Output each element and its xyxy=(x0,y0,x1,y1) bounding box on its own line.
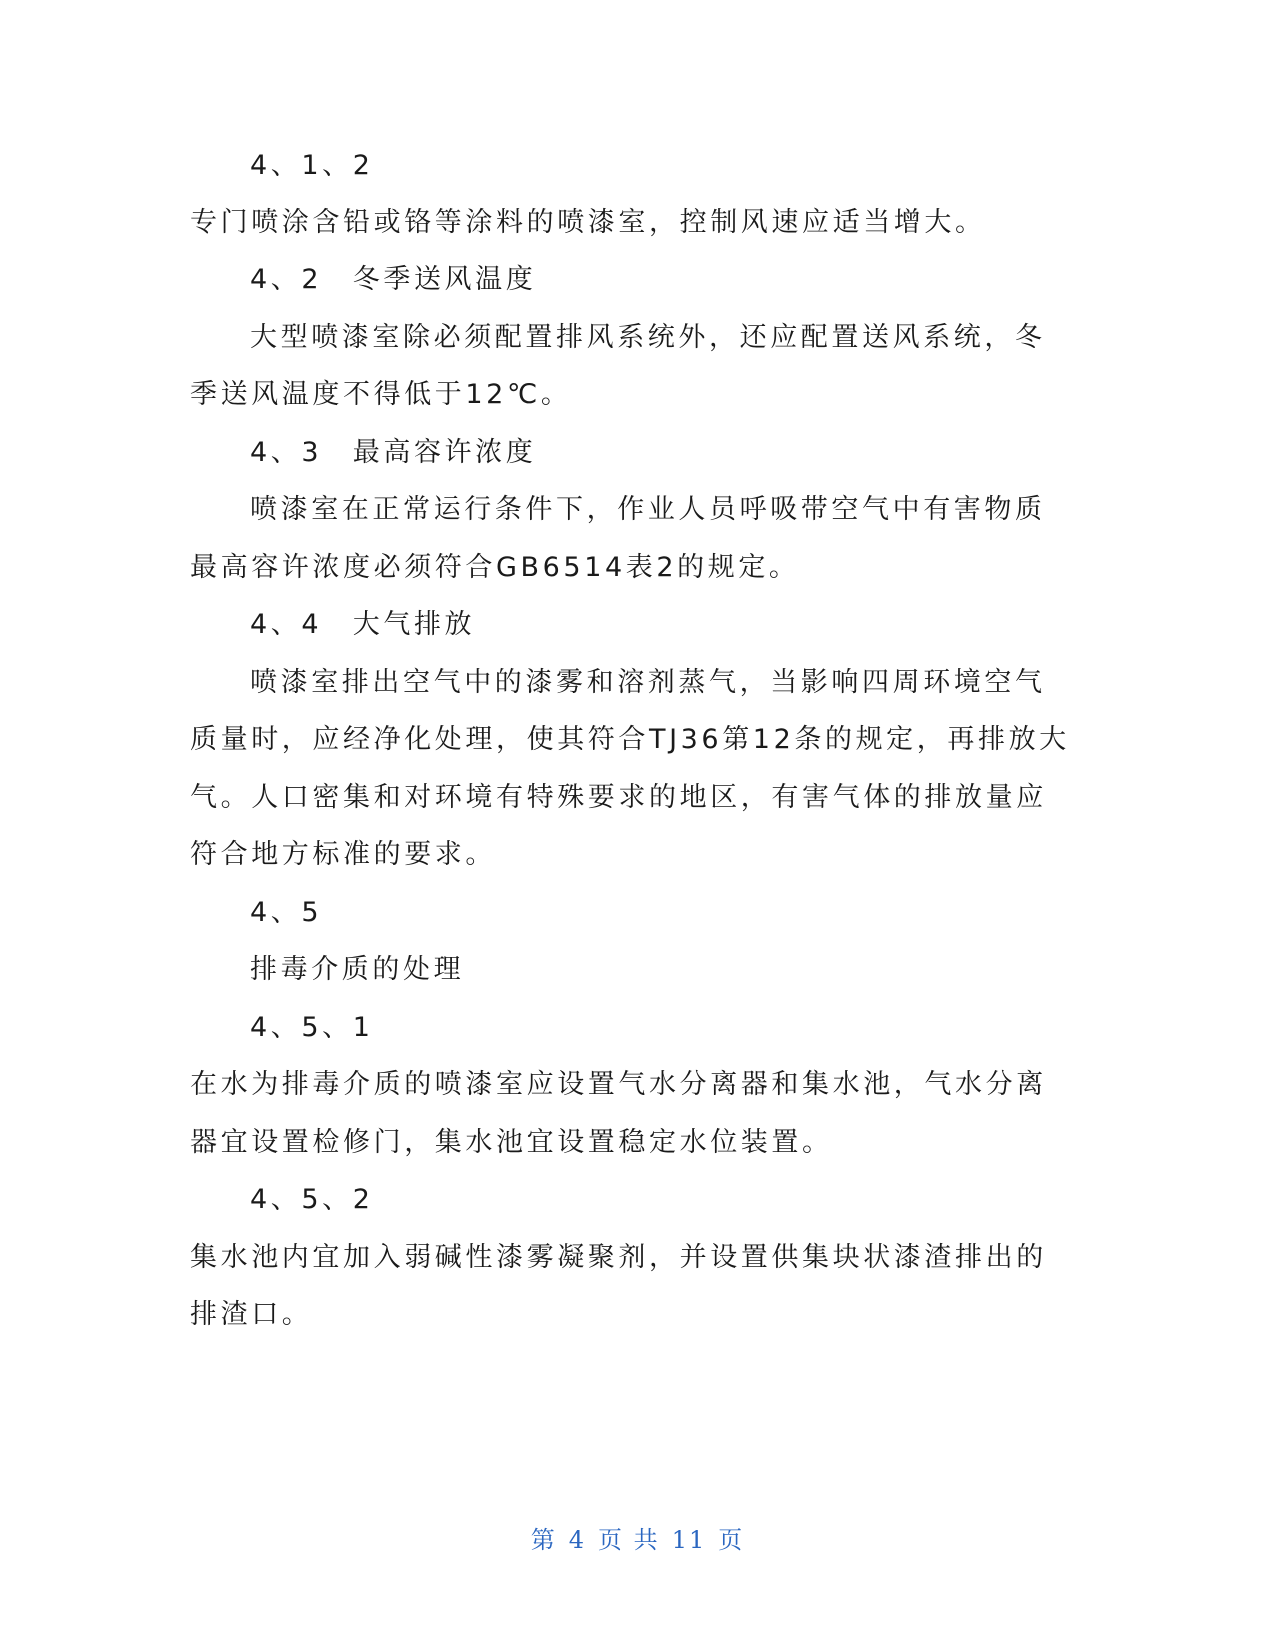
paragraph-line: 集水池内宜加入弱碱性漆雾凝聚剂，并设置供集块状漆渣排出的 xyxy=(190,1242,1047,1273)
paragraph-line: 气。人口密集和对环境有特殊要求的地区，有害气体的排放量应 xyxy=(190,782,1047,813)
paragraph-line: 专门喷涂含铅或铬等涂料的喷漆室，控制风速应适当增大。 xyxy=(190,207,986,238)
footer-prefix: 第 xyxy=(530,1526,557,1554)
section-number: 4、5、1 xyxy=(250,1012,374,1043)
footer-suffix: 页 xyxy=(718,1526,745,1554)
paragraph-line: 最高容许浓度必须符合GB6514表2的规定。 xyxy=(190,552,800,583)
footer-total-pages: 11 xyxy=(671,1526,707,1554)
section-heading: 4、2 冬季送风温度 xyxy=(250,264,537,295)
paragraph-line: 大型喷漆室除必须配置排风系统外，还应配置送风系统，冬 xyxy=(250,322,1046,353)
page-footer xyxy=(0,1520,1275,1555)
paragraph-line: 喷漆室在正常运行条件下，作业人员呼吸带空气中有害物质 xyxy=(250,494,1046,525)
section-number: 4、5、2 xyxy=(250,1184,374,1215)
section-heading: 4、4 大气排放 xyxy=(250,609,476,640)
paragraph-line: 喷漆室排出空气中的漆雾和溶剂蒸气，当影响四周环境空气 xyxy=(250,667,1046,698)
footer-middle: 页 共 xyxy=(598,1526,660,1554)
section-number: 4、5 xyxy=(250,897,323,928)
paragraph-line: 器宜设置检修门，集水池宜设置稳定水位装置。 xyxy=(190,1127,833,1158)
section-heading: 排毒介质的处理 xyxy=(250,954,465,985)
section-heading: 4、3 最高容许浓度 xyxy=(250,437,537,468)
paragraph-line: 质量时，应经净化处理，使其符合TJ36第12条的规定，再排放大 xyxy=(190,724,1070,755)
paragraph-line: 排渣口。 xyxy=(190,1299,313,1330)
paragraph-line: 在水为排毒介质的喷漆室应设置气水分离器和集水池，气水分离 xyxy=(190,1069,1047,1100)
section-number: 4、1、2 xyxy=(250,150,374,181)
footer-current-page: 4 xyxy=(568,1526,587,1554)
paragraph-line: 符合地方标准的要求。 xyxy=(190,839,496,870)
paragraph-line: 季送风温度不得低于12℃。 xyxy=(190,379,572,410)
